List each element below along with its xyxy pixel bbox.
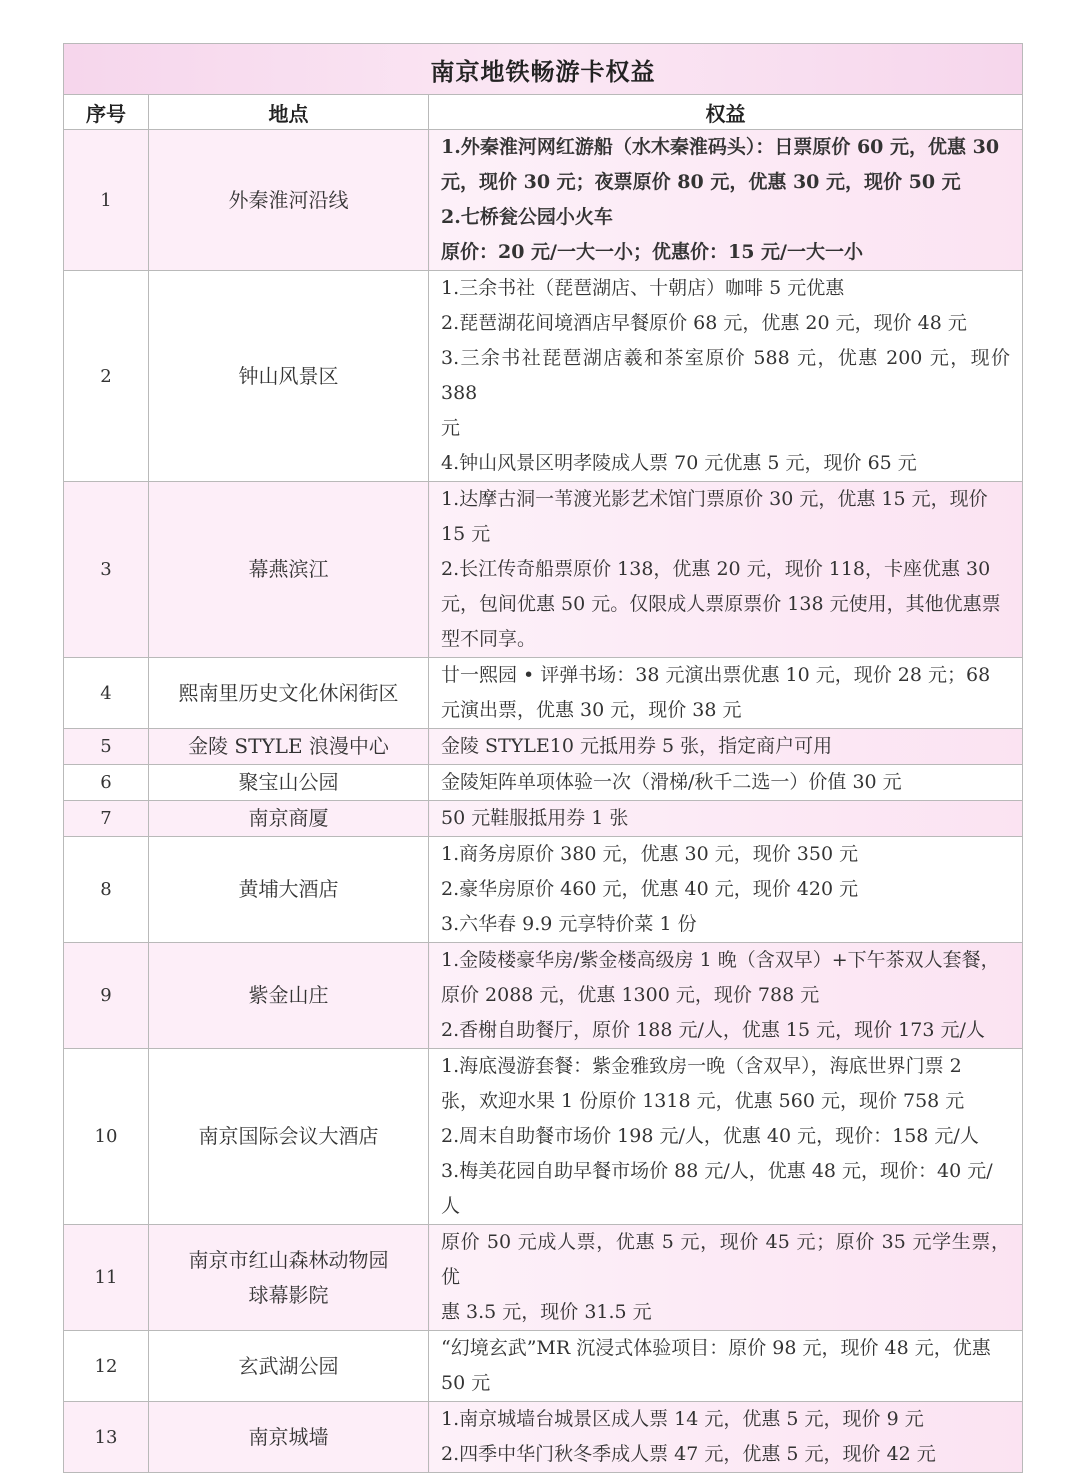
- row-place: [149, 1049, 429, 1225]
- row-benefit: [429, 1049, 1023, 1225]
- benefits-table-wrapper: [63, 43, 1022, 1473]
- row-place: [149, 1225, 429, 1331]
- place-line: 熙南里历史文化休闲街区: [178, 680, 399, 705]
- benefit-line: 15 元: [441, 523, 491, 545]
- benefit-line: 1.海底漫游套餐：紫金雅致房一晚（含双早），海底世界门票 2: [441, 1055, 962, 1077]
- benefit-line: 原价 2088 元，优惠 1300 元，现价 788 元: [441, 984, 820, 1006]
- benefit-line: 2.长江传奇船票原价 138，优惠 20 元，现价 118，卡座优惠 30: [441, 558, 991, 580]
- benefit-line: 元: [441, 417, 461, 439]
- row-benefit: [429, 837, 1023, 943]
- benefit-line: 3.六华春 9.9 元享特价菜 1 份: [441, 913, 697, 935]
- row-index: 8: [64, 837, 149, 943]
- row-place: [149, 658, 429, 729]
- row-place: [149, 765, 429, 801]
- row-index: 3: [64, 482, 149, 658]
- header-index: 序号: [64, 95, 149, 130]
- row-place: [149, 1331, 429, 1402]
- row-index: 1: [64, 130, 149, 271]
- table-row: [64, 1225, 1023, 1331]
- benefit-line: 2.四季中华门秋冬季成人票 47 元，优惠 5 元，现价 42 元: [441, 1443, 936, 1465]
- benefit-line: “幻境玄武”MR 沉浸式体验项目：原价 98 元，现价 48 元，优惠: [441, 1337, 991, 1359]
- place-line: 幕燕滨江: [248, 557, 329, 581]
- row-place: [149, 271, 429, 482]
- benefit-line: 2.香榭自助餐厅，原价 188 元/人，优惠 15 元，现价 173 元/人: [441, 1019, 985, 1041]
- benefits-table: [63, 43, 1023, 1473]
- benefit-line: 张，欢迎水果 1 份原价 1318 元，优惠 560 元，现价 758 元: [441, 1090, 965, 1112]
- row-benefit: [429, 1331, 1023, 1402]
- table-row: [64, 130, 1023, 271]
- place-line: 钟山风景区: [238, 363, 339, 388]
- row-index: 10: [64, 1049, 149, 1225]
- benefit-line: 原价 50 元成人票，优惠 5 元，现价 45 元；原价 35 元学生票，优: [441, 1231, 1011, 1288]
- header-place: 地点: [149, 95, 429, 130]
- row-index: 9: [64, 943, 149, 1049]
- row-place: [149, 837, 429, 943]
- place-line: 黄埔大酒店: [238, 877, 339, 901]
- benefit-line: 4.钟山风景区明孝陵成人票 70 元优惠 5 元，现价 65 元: [441, 452, 917, 474]
- place-line: 紫金山庄: [248, 983, 329, 1007]
- row-place: [149, 943, 429, 1049]
- row-benefit: [429, 1402, 1023, 1473]
- table-row: [64, 482, 1023, 658]
- table-row: [64, 943, 1023, 1049]
- benefit-line: 原价：20 元/一大一小；优惠价：15 元/一大一小: [441, 241, 863, 263]
- benefit-line: 3.梅美花园自助早餐市场价 88 元/人，优惠 48 元，现价：40 元/: [441, 1160, 993, 1182]
- row-index: 12: [64, 1331, 149, 1402]
- benefit-line: 50 元鞋服抵用券 1 张: [441, 807, 629, 829]
- row-benefit: [429, 130, 1023, 271]
- table-row: [64, 729, 1023, 765]
- row-benefit: [429, 658, 1023, 729]
- table-row: [64, 1402, 1023, 1473]
- row-place: [149, 801, 429, 837]
- place-line: 玄武湖公园: [238, 1353, 339, 1378]
- place-line: 聚宝山公园: [238, 770, 339, 794]
- row-index: 2: [64, 271, 149, 482]
- benefit-line: 元，现价 30 元；夜票原价 80 元，优惠 30 元，现价 50 元: [441, 171, 961, 193]
- benefit-line: 1.金陵楼豪华房/紫金楼高级房 1 晚（含双早）+下午茶双人套餐，: [441, 949, 1000, 971]
- place-line: 球幕影院: [248, 1282, 329, 1307]
- table-row: [64, 837, 1023, 943]
- benefit-line: 惠 3.5 元，现价 31.5 元: [441, 1301, 652, 1323]
- benefit-line: 1.三余书社（琵琶湖店、十朝店）咖啡 5 元优惠: [441, 277, 845, 299]
- table-row: [64, 801, 1023, 837]
- place-line: 南京国际会议大酒店: [198, 1124, 379, 1148]
- benefit-line: 1.达摩古洞一苇渡光影艺术馆门票原价 30 元，优惠 15 元，现价: [441, 488, 988, 510]
- row-benefit: [429, 482, 1023, 658]
- benefit-line: 3.三余书社琵琶湖店羲和茶室原价 588 元，优惠 200 元，现价 388: [441, 347, 1011, 404]
- row-index: 4: [64, 658, 149, 729]
- table-row: [64, 271, 1023, 482]
- benefit-line: 廿一熙园 • 评弹书场：38 元演出票优惠 10 元，现价 28 元；68: [441, 664, 991, 686]
- table-row: [64, 1331, 1023, 1402]
- row-index: 5: [64, 729, 149, 765]
- header-benefit: 权益: [429, 95, 1023, 130]
- benefit-line: 金陵矩阵单项体验一次（滑梯/秋千二选一）价值 30 元: [441, 771, 902, 793]
- row-benefit: [429, 943, 1023, 1049]
- row-benefit: [429, 271, 1023, 482]
- place-line: 南京市红山森林动物园: [188, 1247, 389, 1272]
- benefit-line: 2.豪华房原价 460 元，优惠 40 元，现价 420 元: [441, 878, 859, 900]
- row-benefit: [429, 765, 1023, 801]
- benefit-line: 金陵 STYLE10 元抵用券 5 张，指定商户可用: [441, 735, 833, 757]
- place-line: 南京商厦: [248, 806, 329, 830]
- row-index: 6: [64, 765, 149, 801]
- benefit-line: 人: [441, 1195, 461, 1217]
- table-header-row: [64, 95, 1023, 130]
- table-row: [64, 658, 1023, 729]
- row-place: [149, 1402, 429, 1473]
- row-index: 13: [64, 1402, 149, 1473]
- place-line: 南京城墙: [248, 1424, 329, 1449]
- benefit-line: 元，包间优惠 50 元。仅限成人票原票价 138 元使用，其他优惠票: [441, 593, 1001, 615]
- benefit-line: 50 元: [441, 1372, 491, 1394]
- place-line: 金陵 STYLE 浪漫中心: [188, 734, 389, 758]
- benefit-line: 2.七桥瓮公园小火车: [441, 206, 613, 228]
- table-row: [64, 765, 1023, 801]
- table-row: [64, 1049, 1023, 1225]
- row-index: 7: [64, 801, 149, 837]
- place-line: 外秦淮河沿线: [228, 187, 349, 212]
- benefit-line: 2.周末自助餐市场价 198 元/人，优惠 40 元，现价：158 元/人: [441, 1125, 979, 1147]
- row-index: 11: [64, 1225, 149, 1331]
- benefit-line: 元演出票，优惠 30 元，现价 38 元: [441, 699, 742, 721]
- row-benefit: [429, 801, 1023, 837]
- benefit-line: 1.商务房原价 380 元，优惠 30 元，现价 350 元: [441, 843, 859, 865]
- row-place: [149, 130, 429, 271]
- benefit-line: 1.南京城墙台城景区成人票 14 元，优惠 5 元，现价 9 元: [441, 1408, 924, 1430]
- row-benefit: [429, 729, 1023, 765]
- row-place: [149, 729, 429, 765]
- row-place: [149, 482, 429, 658]
- benefit-line: 1.外秦淮河网红游船（水木秦淮码头）：日票原价 60 元，优惠 30: [441, 136, 1000, 158]
- page-title: 南京地铁畅游卡权益: [64, 44, 1023, 95]
- benefit-line: 型不同享。: [441, 628, 537, 650]
- benefit-line: 2.琵琶湖花间境酒店早餐原价 68 元，优惠 20 元，现价 48 元: [441, 312, 967, 334]
- row-benefit: [429, 1225, 1023, 1331]
